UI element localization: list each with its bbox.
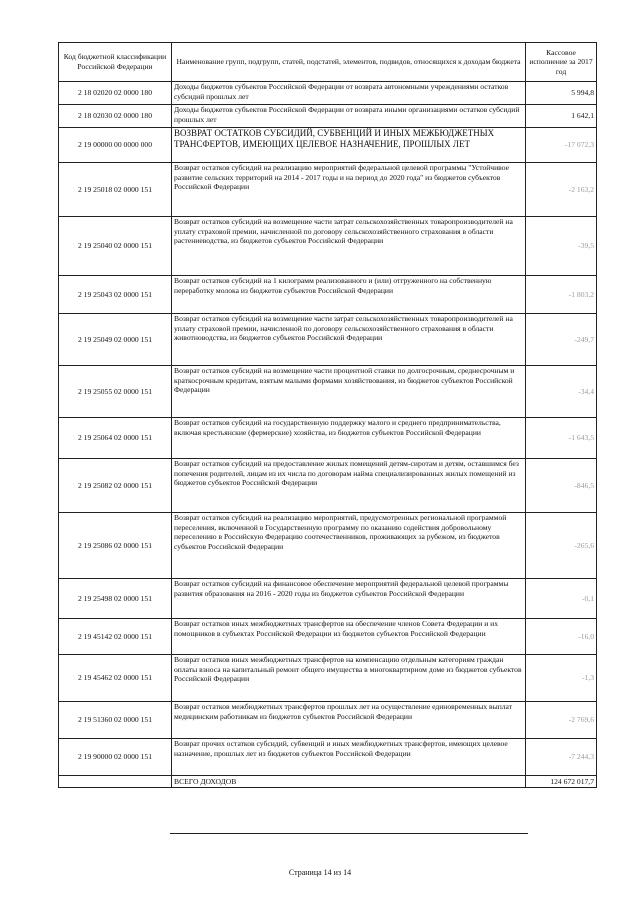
row-code: 2 19 25018 02 0000 151 <box>59 163 172 217</box>
total-code-cell <box>59 776 172 788</box>
row-code: 2 19 25082 02 0000 151 <box>59 459 172 513</box>
table-row <box>59 276 597 314</box>
row-amount: -1 803,2 <box>526 276 597 314</box>
row-amount: -1,3 <box>526 655 597 702</box>
signature-line <box>170 833 528 834</box>
table-row <box>59 702 597 739</box>
row-amount: -34,4 <box>526 366 597 418</box>
row-amount: -249,7 <box>526 314 597 366</box>
row-code: 2 19 25055 02 0000 151 <box>59 366 172 418</box>
row-code: 2 19 51360 02 0000 151 <box>59 702 172 739</box>
row-amount: -265,6 <box>526 513 597 579</box>
table-row <box>59 105 597 128</box>
table-row <box>59 459 597 513</box>
table-row <box>59 513 597 579</box>
row-description: Возврат остатков субсидий на возмещение части затрат сельскохозяйственных товаропроизводителей на уплату страховой премии, начисленной по договору сельскохозяйственного страхования в области животноводства, из бюджетов субъектов Российской Федерации <box>172 314 526 366</box>
row-code: 2 19 25064 02 0000 151 <box>59 418 172 459</box>
row-amount: -16,0 <box>526 619 597 655</box>
revenue-table <box>58 42 597 788</box>
header-name: Наименование групп, подгрупп, статей, подстатей, элементов, подвидов, относящихся к доходам бюджета <box>172 43 526 82</box>
row-amount: -846,5 <box>526 459 597 513</box>
row-amount: -39,5 <box>526 217 597 276</box>
total-label: ВСЕГО ДОХОДОВ <box>172 776 526 788</box>
row-description: ВОЗВРАТ ОСТАТКОВ СУБСИДИЙ, СУБВЕНЦИЙ И ИНЫХ МЕЖБЮДЖЕТНЫХ ТРАНСФЕРТОВ, ИМЕЮЩИХ ЦЕЛЕВОЕ НАЗНАЧЕНИЕ, ПРОШЛЫХ ЛЕТ <box>172 128 526 163</box>
total-amount: 124 672 017,7 <box>526 776 597 788</box>
row-amount: -2 769,6 <box>526 702 597 739</box>
row-description: Возврат остатков субсидий на возмещение части затрат сельскохозяйственных товаропроизводителей на уплату страховой премии, начисленной по договору сельскохозяйственного страхования в области растениеводства, из бюджетов субъектов Российской Федерации <box>172 217 526 276</box>
row-code: 2 19 25498 02 0000 151 <box>59 579 172 619</box>
table-row <box>59 366 597 418</box>
table-row <box>59 579 597 619</box>
table-row <box>59 128 597 163</box>
row-amount: -1 643,5 <box>526 418 597 459</box>
row-code: 2 19 00000 00 0000 000 <box>59 128 172 163</box>
total-row <box>59 776 597 788</box>
row-description: Возврат прочих остатков субсидий, субвенций и иных межбюджетных трансфертов, имеющих целевое назначение, прошлых лет из бюджетов субъектов Российской Федерации <box>172 739 526 776</box>
page-number: Страница 14 из 14 <box>288 868 352 877</box>
row-amount: -7 244,3 <box>526 739 597 776</box>
table-row <box>59 163 597 217</box>
row-description: Возврат остатков субсидий на государственную поддержку малого и среднего предпринимательства, включая крестьянские (фермерские) хозяйства, из бюджетов субъектов Российской Федерации <box>172 418 526 459</box>
table-row <box>59 217 597 276</box>
row-description: Возврат остатков субсидий на реализацию мероприятий федеральной целевой программы "Устойчивое развитие сельских территорий на 2014 - 2017 годы и на период до 2020 года" из бюджетов субъектов Российской Федерации <box>172 163 526 217</box>
row-code: 2 19 25043 02 0000 151 <box>59 276 172 314</box>
header-amount: Кассовое исполнение за 2017 год <box>526 43 597 82</box>
table-row <box>59 619 597 655</box>
row-amount: 1 642,1 <box>526 105 597 128</box>
table-row <box>59 655 597 702</box>
table-header-row <box>59 43 597 82</box>
row-amount: -2 163,2 <box>526 163 597 217</box>
row-description: Возврат остатков иных межбюджетных трансфертов на компенсацию отдельным категориям граждан оплаты взноса на капитальный ремонт общего имущества в многоквартирном доме из бюджетов субъектов Российской Федерации <box>172 655 526 702</box>
header-code: Код бюджетной классификации Российской Федерации <box>59 43 172 82</box>
row-description: Возврат остатков субсидий на 1 килограмм реализованного и (или) отгруженного на собственную переработку молока из бюджетов субъектов Российской Федерации <box>172 276 526 314</box>
row-code: 2 19 25086 02 0000 151 <box>59 513 172 579</box>
row-description: Возврат остатков субсидий на реализацию мероприятий, предусмотренных региональной программой переселения, включенной в Государственную программу по оказанию содействия добровольному переселению в Российскую Федерацию соотечественников, проживающих за рубежом, из бюджетов субъектов Российской Федерации <box>172 513 526 579</box>
row-description: Доходы бюджетов субъектов Российской Федерации от возврата иными организациями остатков субсидий прошлых лет <box>172 105 526 128</box>
table-row <box>59 314 597 366</box>
row-code: 2 19 25049 02 0000 151 <box>59 314 172 366</box>
row-amount: 5 994,8 <box>526 82 597 105</box>
table-row <box>59 82 597 105</box>
row-description: Возврат остатков субсидий на финансовое обеспечение мероприятий федеральной целевой программы развития образования на 2016 - 2020 годы из бюджетов субъектов Российской Федерации <box>172 579 526 619</box>
row-code: 2 18 02030 02 0000 180 <box>59 105 172 128</box>
row-description: Возврат остатков межбюджетных трансфертов прошлых лет на осуществление единовременных выплат медицинским работникам из бюджетов субъектов Российской Федерации <box>172 702 526 739</box>
row-code: 2 18 02020 02 0000 180 <box>59 82 172 105</box>
row-description: Доходы бюджетов субъектов Российской Федерации от возврата автономными учреждениями остатков субсидий прошлых лет <box>172 82 526 105</box>
row-amount: -17 072,3 <box>526 128 597 163</box>
table-row <box>59 418 597 459</box>
row-description: Возврат остатков субсидий на возмещение части процентной ставки по долгосрочным, среднесрочным и краткосрочным кредитам, взятым малыми формами хозяйствования, из бюджетов субъектов Российской Федерации <box>172 366 526 418</box>
row-description: Возврат остатков субсидий на предоставление жилых помещений детям-сиротам и детям, оставшимся без попечения родителей, лицам из их числа по договорам найма специализированных жилых помещений из бюджетов субъектов Российской Федерации <box>172 459 526 513</box>
row-code: 2 19 45462 02 0000 151 <box>59 655 172 702</box>
row-code: 2 19 25040 02 0000 151 <box>59 217 172 276</box>
row-code: 2 19 90000 02 0000 151 <box>59 739 172 776</box>
row-description: Возврат остатков иных межбюджетных трансфертов на обеспечение членов Совета Федерации и их помощников в субъектах Российской Федерации из бюджетов субъектов Российской Федерации <box>172 619 526 655</box>
row-amount: -0,1 <box>526 579 597 619</box>
table-row <box>59 739 597 776</box>
row-code: 2 19 45142 02 0000 151 <box>59 619 172 655</box>
